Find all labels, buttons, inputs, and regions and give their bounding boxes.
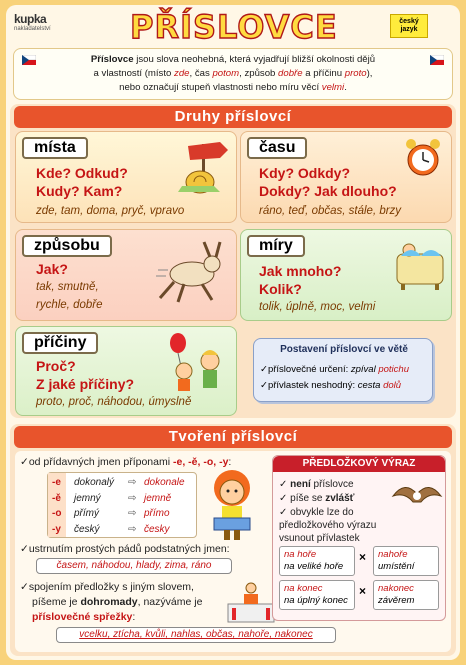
question: Jak mnoho? <box>259 263 342 279</box>
role-box <box>253 338 433 402</box>
suffix-row <box>48 491 196 506</box>
subject-tag: český jazyk <box>390 14 428 38</box>
suffix: -y <box>52 523 61 535</box>
suffix: -o <box>52 508 62 519</box>
podium-icon <box>226 580 276 624</box>
question: Proč? <box>36 358 76 374</box>
prep-bullet-3: ✓ obvykle lze do předložkového výrazu vsunout přívlastek <box>279 507 377 544</box>
girl-with-book-icon <box>200 466 264 542</box>
alarm-clock-icon <box>401 136 449 180</box>
card-zpusobu <box>15 229 237 321</box>
adverb-example-1: nahoře umístění <box>373 546 439 576</box>
druhy-title: Druhy příslovcí <box>14 106 452 128</box>
suffix-row <box>48 506 196 521</box>
card-head-priciny: příčiny <box>22 332 98 354</box>
adverb-example-2: nakonec závěrem <box>373 580 439 610</box>
spreky-examples: vcelku, ztícha, kvůli, nahlas, občas, nahoře, nakonec <box>56 627 336 643</box>
publisher-logo: kupka nakladatelství <box>14 12 51 32</box>
adjective: český <box>74 523 100 535</box>
card-head-miry: míry <box>247 235 305 257</box>
definition-box: Příslovce jsou slova neohebná, která vyjadřují bližší okolnosti dějů a vlastností (místo zde, čas potom, způsob dobře a příčinu proto), nebo označují stupeň vlastnosti nebo míru věcí velmi. <box>13 48 453 100</box>
role-row-1: ✓příslovečné určení: zpíval potichu <box>260 364 409 375</box>
snail-sign-icon <box>174 140 234 196</box>
full-bathtub-icon <box>391 236 449 294</box>
arrow-icon: ⇨ <box>128 492 137 504</box>
card-miry <box>240 229 452 321</box>
cases-examples: časem, náhodou, hlady, zima, ráno <box>36 558 232 574</box>
flag-icon <box>22 55 36 65</box>
flag-icon <box>430 55 444 65</box>
card-casu <box>240 131 452 223</box>
arrow-icon: ⇨ <box>128 508 137 519</box>
question: Dokdy? Jak dlouho? <box>259 183 397 199</box>
card-head-zpusobu: způsobu <box>22 235 112 257</box>
suffix: -e <box>52 477 61 488</box>
arrow-icon: ⇨ <box>128 523 137 535</box>
prep-head: PŘEDLOŽKOVÝ VÝRAZ <box>273 456 445 472</box>
prep-bullet-1: ✓ není příslovce <box>279 479 354 490</box>
adjective: dokonalý <box>74 477 115 488</box>
question: Kdy? Odkdy? <box>259 165 351 181</box>
card-head-casu: času <box>247 137 307 159</box>
adverb: jemně <box>144 492 172 504</box>
arrow-icon: ⇨ <box>128 477 137 488</box>
examples: ráno, teď, občas, stále, brzy <box>259 205 402 217</box>
children-balloon-icon <box>160 331 234 393</box>
rule-cases: ✓ustrnutím prostých pádů podstatných jmen: <box>20 543 230 555</box>
question: Kolik? <box>259 281 302 297</box>
prep-bullet-2: ✓ píše se zvlášť <box>279 493 355 504</box>
suffix-row <box>48 522 196 537</box>
adjective: přímý <box>74 508 99 519</box>
adverb: dokonale <box>144 477 185 488</box>
contrast-icon: × <box>359 550 367 564</box>
eagle-icon <box>391 478 443 514</box>
rule-suffixes: ✓od přídavných jmen příponami -e, -ě, -o, -y: <box>20 456 232 468</box>
running-rabbit-icon <box>154 240 232 306</box>
examples: tolik, úplně, moc, velmi <box>259 301 376 313</box>
suffix-row <box>48 475 196 490</box>
suffix-table <box>47 472 197 538</box>
examples: rychle, dobře <box>36 299 103 311</box>
tvoreni-title: Tvoření příslovcí <box>14 426 452 448</box>
card-priciny <box>15 326 237 416</box>
question: Z jaké příčiny? <box>36 376 135 392</box>
contrast-icon: × <box>359 584 367 598</box>
examples: tak, smutně, <box>36 281 99 293</box>
role-title: Postavení příslovcí ve větě <box>280 344 408 355</box>
prepositional-phrase-box <box>272 455 446 621</box>
question: Kudy? Kam? <box>36 183 123 199</box>
examples: zde, tam, doma, pryč, vpravo <box>36 205 185 217</box>
adverb: přímo <box>144 508 170 519</box>
role-row-2: ✓přívlastek neshodný: cesta dolů <box>260 380 402 391</box>
prep-example-1: na hoře na veliké hoře <box>279 546 355 576</box>
question: Jak? <box>36 261 68 277</box>
adjective: jemný <box>74 492 101 504</box>
page-title: PŘÍSLOVCE <box>130 8 338 46</box>
card-head-mista: místa <box>22 137 88 159</box>
suffix: -ě <box>52 492 61 504</box>
card-mista <box>15 131 237 223</box>
rule-prepositions: ✓spojením předložky s jiným slovem, píšeme je dohromady, nazýváme je příslovečné spřežky: <box>20 581 203 623</box>
prep-example-2: na konec na úplný konec <box>279 580 355 610</box>
examples: proto, proč, náhodou, úmyslně <box>36 396 192 408</box>
adverb: česky <box>144 523 170 535</box>
question: Kde? Odkud? <box>36 165 128 181</box>
